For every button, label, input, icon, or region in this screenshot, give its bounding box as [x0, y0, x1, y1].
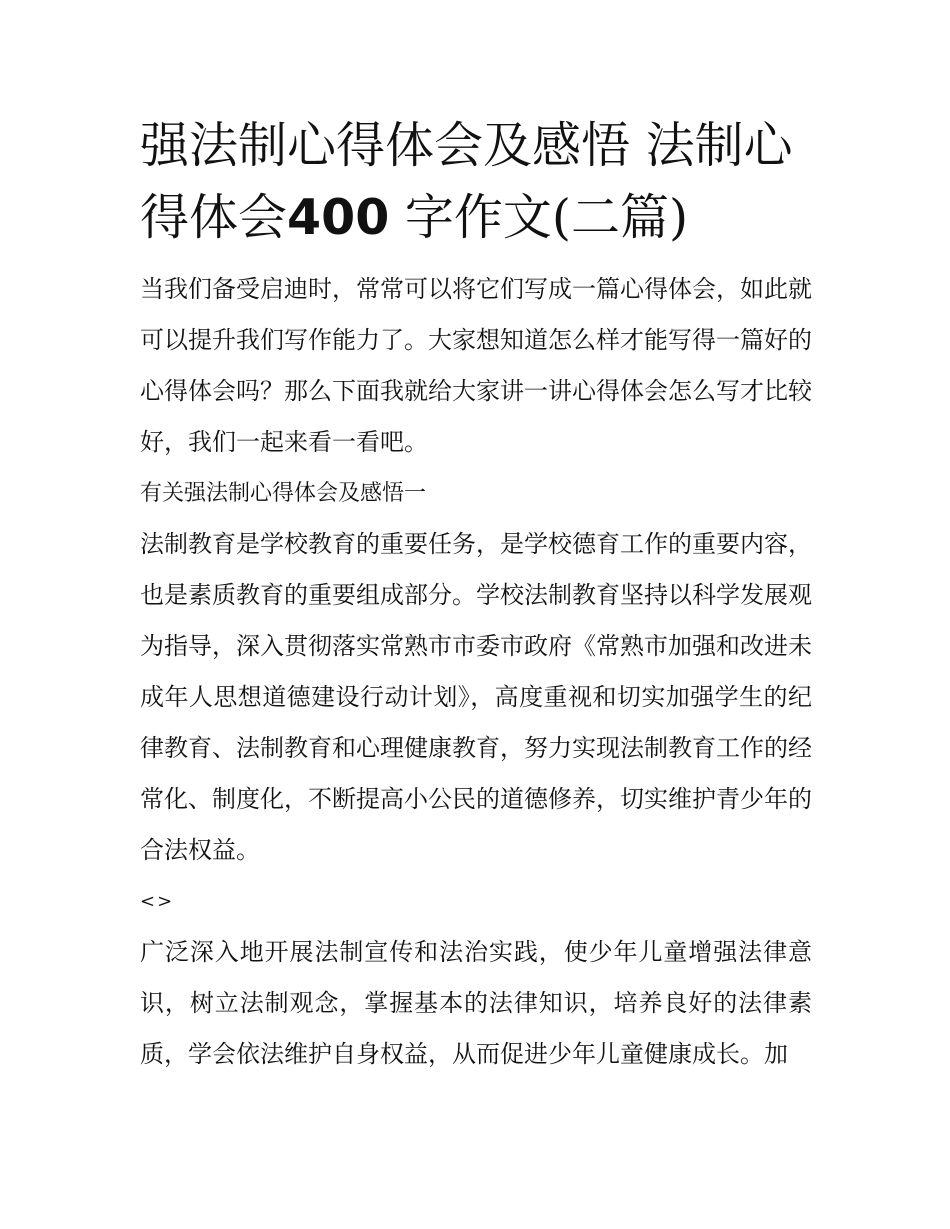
title-text-part2: 字作文(二篇) [404, 189, 689, 246]
body-paragraph-continued: 广泛深入地开展法制宣传和法治实践，使少年儿童增强法律意识，树立法制观念，掌握基本的法律知识，培养良好的法律素质，学会依法维护自身权益，从而促进少年儿童健康成长。加 [140, 938, 812, 1068]
body-paragraph: 法制教育是学校教育的重要任务，是学校德育工作的重要内容，也是素质教育的重要组成部分。学校法制教育坚持以科学发展观为指导，深入贯彻落实常熟市市委市政府《常熟市加强和改进未成年人思想道德建设行动计划》，高度重视和切实加强学生的纪律教育、法制教育和心理健康教育，努力实现法制教育工作的经常化、制度化，不断提高小公民的道德修养，切实维护青少年的合法权益。 [140, 530, 812, 864]
title-number: 400 [287, 189, 390, 246]
intro-paragraph: 当我们备受启迪时，常常可以将它们写成一篇心得体会，如此就可以提升我们写作能力了。大家想知道怎么样才能写得一篇好的心得体会吗？那么下面我就给大家讲一讲心得体会怎么写才比较好，我们一起来看一看吧。 [140, 275, 812, 456]
placeholder-marker: <> [140, 891, 175, 912]
title-text-part1: 强法制心得体会及感悟 法制心得体会 [140, 117, 793, 246]
document-title [140, 110, 812, 254]
document-content [140, 110, 812, 1080]
section-heading: 有关强法制心得体会及感悟一 [140, 481, 427, 506]
